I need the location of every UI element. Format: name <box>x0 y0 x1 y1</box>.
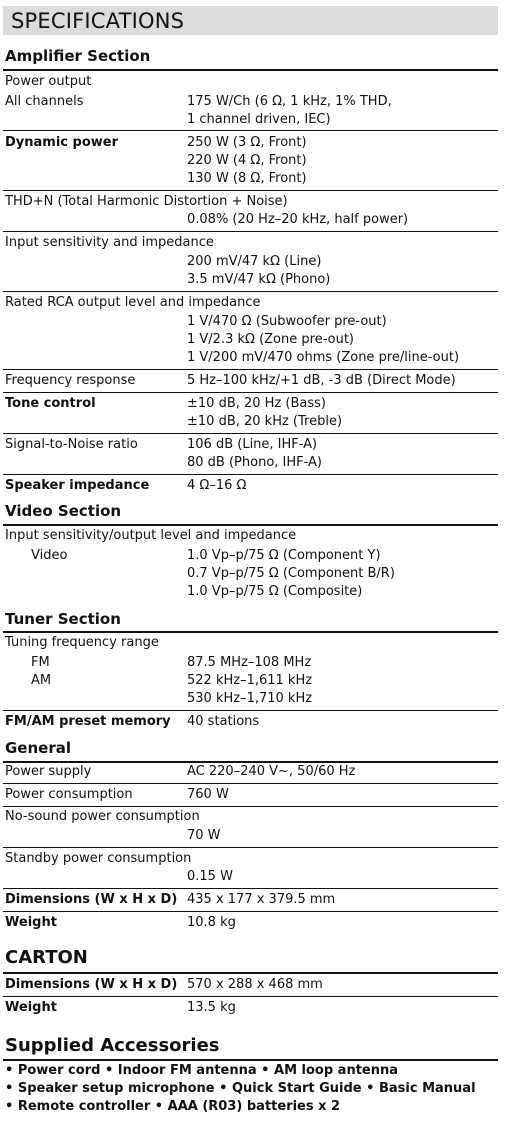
spec-label-input-sensitivity: Input sensitivity and impedance <box>5 235 214 250</box>
spec-label-speaker-impedance: Speaker impedance <box>5 478 150 493</box>
spec-label-frequency-response: Frequency response <box>5 373 136 388</box>
spec-value: 1 V/470 Ω (Subwoofer pre-out) <box>187 314 387 329</box>
title-bar <box>3 6 498 35</box>
spec-value: ±10 dB, 20 kHz (Treble) <box>187 414 343 429</box>
spec-label-dynamic-power: Dynamic power <box>5 135 119 150</box>
section-heading-amplifier: Amplifier Section <box>5 47 151 65</box>
spec-value: 220 W (4 Ω, Front) <box>187 153 307 168</box>
spec-value: 40 stations <box>187 714 260 729</box>
row-divider <box>3 710 498 711</box>
section-heading-video: Video Section <box>5 502 122 520</box>
section-heading-accessories: Supplied Accessories <box>5 1035 220 1056</box>
row-divider <box>3 888 498 889</box>
section-rule <box>3 1059 498 1061</box>
row-divider <box>3 190 498 191</box>
spec-value: 175 W/Ch (6 Ω, 1 kHz, 1% THD, <box>187 94 392 109</box>
spec-label-power-consumption: Power consumption <box>5 787 133 802</box>
accessories-line: • Speaker setup microphone • Quick Start Guide • Basic Manual <box>5 1081 476 1096</box>
spec-label-standby-consumption: Standby power consumption <box>5 851 192 866</box>
spec-value: 70 W <box>187 828 221 843</box>
spec-label-preset-memory: FM/AM preset memory <box>5 714 171 729</box>
spec-value: 250 W (3 Ω, Front) <box>187 135 307 150</box>
spec-value: 10.8 kg <box>187 915 236 930</box>
section-heading-tuner: Tuner Section <box>5 610 121 628</box>
row-divider <box>3 291 498 292</box>
section-rule <box>3 631 498 633</box>
spec-value: ±10 dB, 20 Hz (Bass) <box>187 396 326 411</box>
row-divider <box>3 474 498 475</box>
row-divider <box>3 231 498 232</box>
spec-value: 1 V/2.3 kΩ (Zone pre-out) <box>187 332 354 347</box>
spec-value: 530 kHz–1,710 kHz <box>187 691 313 706</box>
spec-label-video: Video <box>31 548 68 563</box>
section-rule <box>3 524 498 526</box>
spec-label-no-sound-consumption: No-sound power consumption <box>5 809 200 824</box>
section-rule <box>3 972 498 974</box>
spec-value: 1 channel driven, IEC) <box>187 112 331 127</box>
spec-label-carton-dimensions: Dimensions (W x H x D) <box>5 977 178 992</box>
spec-value: 5 Hz–100 kHz/+1 dB, -3 dB (Direct Mode) <box>187 373 456 388</box>
spec-value: 522 kHz–1,611 kHz <box>187 673 313 688</box>
spec-label-snr: Signal-to-Noise ratio <box>5 437 138 452</box>
spec-value: 80 dB (Phono, IHF-A) <box>187 455 322 470</box>
spec-label-thd: THD+N (Total Harmonic Distortion + Noise) <box>5 194 288 209</box>
accessories-line: • Remote controller • AAA (R03) batteries x 2 <box>5 1099 341 1114</box>
spec-label-fm: FM <box>31 655 50 670</box>
spec-label-am: AM <box>31 673 52 688</box>
spec-value: 106 dB (Line, IHF-A) <box>187 437 318 452</box>
row-divider <box>3 847 498 848</box>
spec-value: 13.5 kg <box>187 1000 236 1015</box>
spec-value: 0.15 W <box>187 869 233 884</box>
spec-value: AC 220–240 V~, 50/60 Hz <box>187 764 356 779</box>
row-divider <box>3 783 498 784</box>
section-heading-carton: CARTON <box>5 947 88 968</box>
row-divider <box>3 806 498 807</box>
spec-label-power-supply: Power supply <box>5 764 92 779</box>
section-rule <box>3 69 498 71</box>
spec-label-video-input: Input sensitivity/output level and impedance <box>5 528 297 543</box>
row-divider <box>3 996 498 997</box>
spec-value: 4 Ω–16 Ω <box>187 478 247 493</box>
spec-value: 200 mV/47 kΩ (Line) <box>187 254 322 269</box>
spec-value: 0.7 Vp–p/75 Ω (Component B/R) <box>187 566 395 581</box>
spec-label-weight: Weight <box>5 915 57 930</box>
spec-value: 1 V/200 mV/470 ohms (Zone pre/line-out) <box>187 350 460 365</box>
spec-value: 0.08% (20 Hz–20 kHz, half power) <box>187 212 409 227</box>
row-divider <box>3 911 498 912</box>
spec-value: 570 x 288 x 468 mm <box>187 977 323 992</box>
accessories-line: • Power cord • Indoor FM antenna • AM loop antenna <box>5 1063 399 1078</box>
spec-label-tone-control: Tone control <box>5 396 96 411</box>
spec-value: 435 x 177 x 379.5 mm <box>187 892 336 907</box>
spec-label-power-output: Power output <box>5 74 92 89</box>
spec-value: 87.5 MHz–108 MHz <box>187 655 312 670</box>
row-divider <box>3 369 498 370</box>
spec-label-carton-weight: Weight <box>5 1000 57 1015</box>
spec-value: 1.0 Vp–p/75 Ω (Composite) <box>187 584 363 599</box>
spec-label-all-channels: All channels <box>5 94 84 109</box>
spec-value: 1.0 Vp–p/75 Ω (Component Y) <box>187 548 381 563</box>
spec-label-rated-rca: Rated RCA output level and impedance <box>5 295 261 310</box>
spec-label-tuning-range: Tuning frequency range <box>5 635 159 650</box>
section-heading-general: General <box>5 739 71 757</box>
row-divider <box>3 130 498 131</box>
page-title: SPECIFICATIONS <box>11 9 185 33</box>
spec-value: 3.5 mV/47 kΩ (Phono) <box>187 272 331 287</box>
row-divider <box>3 392 498 393</box>
row-divider <box>3 433 498 434</box>
spec-value: 130 W (8 Ω, Front) <box>187 171 307 186</box>
spec-label-dimensions: Dimensions (W x H x D) <box>5 892 178 907</box>
spec-value: 760 W <box>187 787 229 802</box>
